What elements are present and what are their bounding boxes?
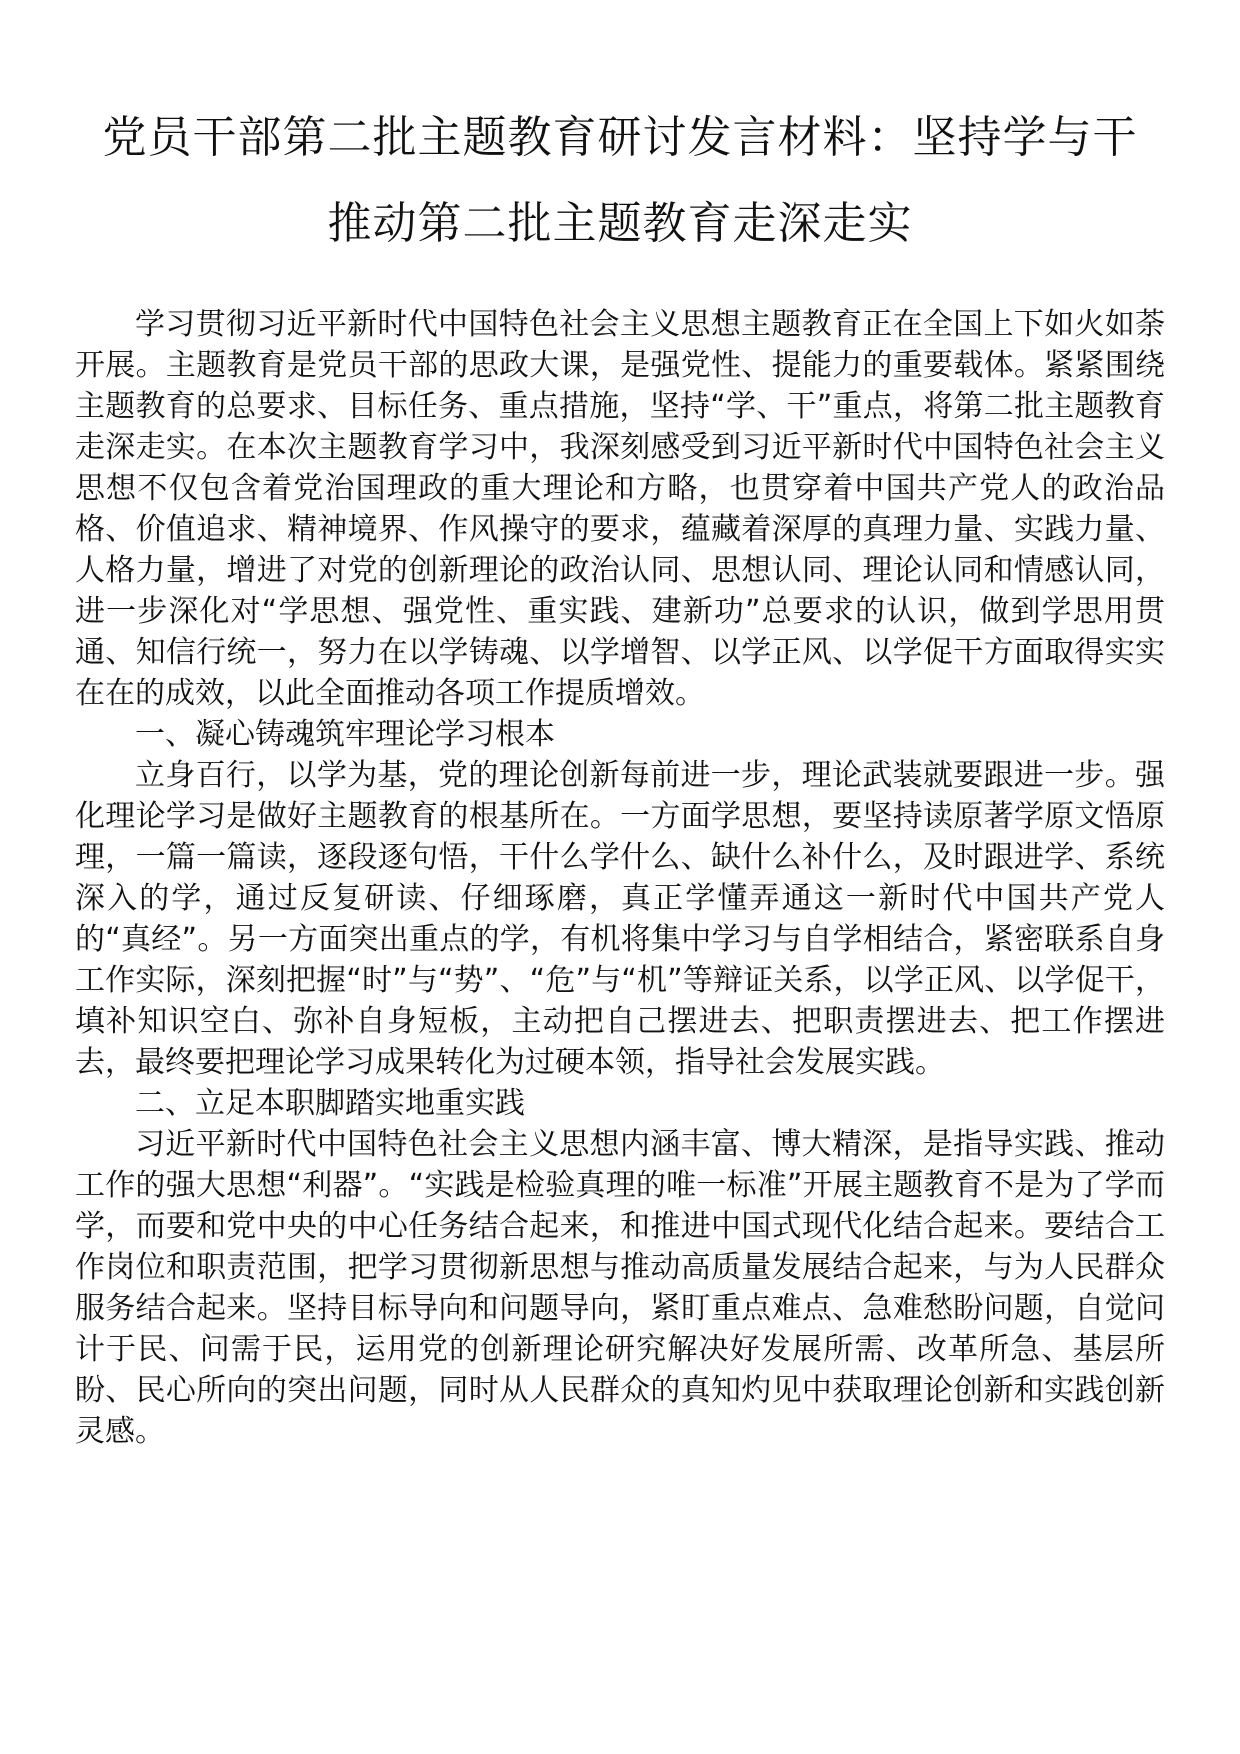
title-line-2: 推动第二批主题教育走深走实: [327, 198, 913, 249]
document-body: [75, 304, 1165, 1452]
section-heading-1: 一、凝心铸魂筑牢理论学习根本: [135, 717, 555, 752]
document-title: [70, 95, 1170, 267]
section-1-paragraph: 立身百行，以学为基，党的理论创新每前进一步，理论武装就要跟进一步。强化理论学习是做好主题教育的根基所在。一方面学思想，要坚持读原著学原文悟原理，一篇一篇读，逐段逐句悟，干什么学什么、缺什么补什么，及时跟进学、系统深入的学，通过反复研读、仔细琢磨，真正学懂弄通这一新时代中国共产党人的“真经”。另一方面突出重点的学，有机将集中学习与自学相结合，紧密联系自身工作实际，深刻把握“时”与“势”、“危”与“机”等辩证关系，以学正风、以学促干，填补知识空白、弥补自身短板，主动把自己摆进去、把职责摆进去、把工作摆进去，最终要把理论学习成果转化为过硬本领，指导社会发展实践。: [75, 758, 1165, 1080]
section-heading-2: 二、立足本职脚踏实地重实践: [135, 1086, 525, 1121]
section-2-paragraph: 习近平新时代中国特色社会主义思想内涵丰富、博大精深，是指导实践、推动工作的强大思想“利器”。“实践是检验真理的唯一标准”开展主题教育不是为了学而学，而要和党中央的中心任务结合起来，和推进中国式现代化结合起来。要结合工作岗位和职责范围，把学习贯彻新思想与推动高质量发展结合起来，与为人民群众服务结合起来。坚持目标导向和问题导向，紧盯重点难点、急难愁盼问题，自觉问计于民、问需于民，运用党的创新理论研究解决好发展所需、改革所急、基层所盼、民心所向的突出问题，同时从人民群众的真知灼见中获取理论创新和实践创新灵感。: [75, 1127, 1165, 1449]
intro-paragraph: 学习贯彻习近平新时代中国特色社会主义思想主题教育正在全国上下如火如荼开展。主题教育是党员干部的思政大课，是强党性、提能力的重要载体。紧紧围绕主题教育的总要求、目标任务、重点措施，坚持“学、干”重点，将第二批主题教育走深走实。在本次主题教育学习中，我深刻感受到习近平新时代中国特色社会主义思想不仅包含着党治国理政的重大理论和方略，也贯穿着中国共产党人的政治品格、价值追求、精神境界、作风操守的要求，蕴藏着深厚的真理力量、实践力量、人格力量，增进了对党的创新理论的政治认同、思想认同、理论认同和情感认同，进一步深化对“学思想、强党性、重实践、建新功”总要求的认识，做到学思用贯通、知信行统一，努力在以学铸魂、以学增智、以学正风、以学促干方面取得实实在在的成效，以此全面推动各项工作提质增效。: [75, 307, 1165, 711]
title-line-1: 党员干部第二批主题教育研讨发言材料：坚持学与干: [102, 112, 1138, 163]
